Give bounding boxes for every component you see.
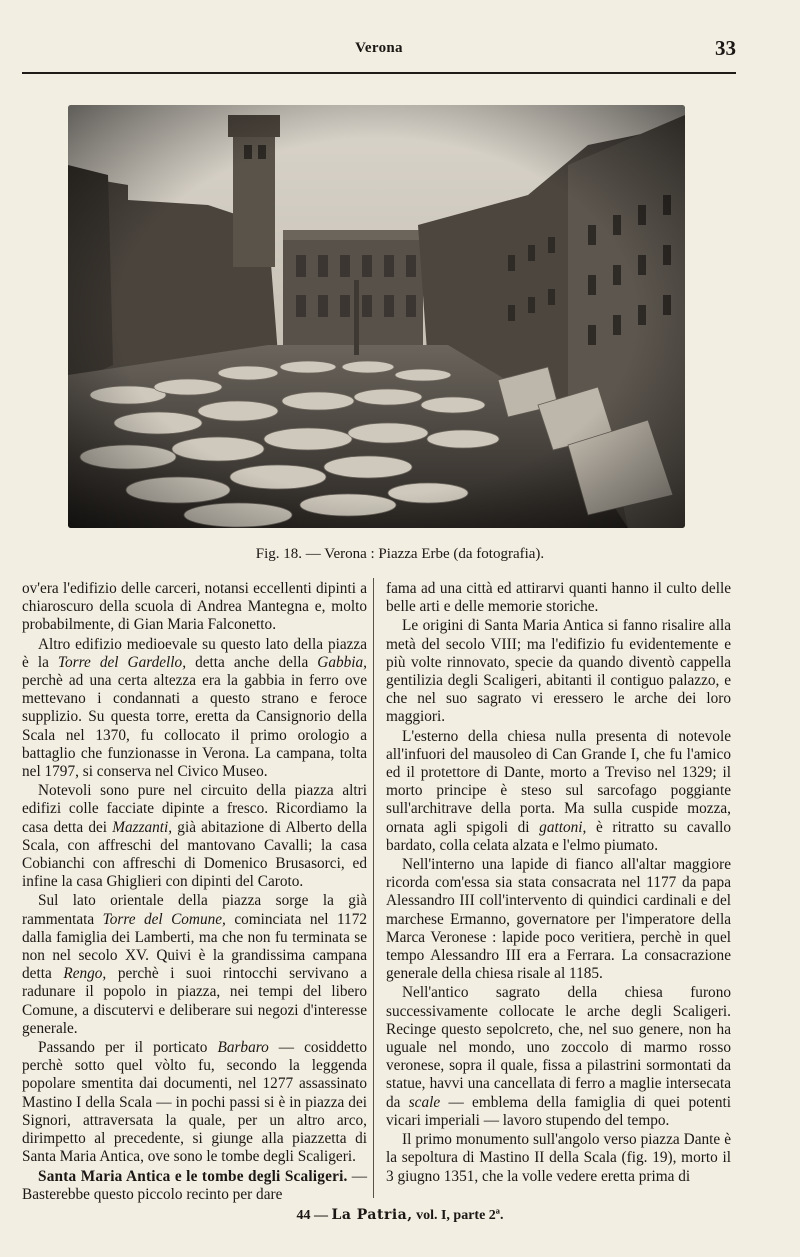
italic-term: Rengo, [63,965,107,983]
italic-term: Mazzanti, [112,818,173,836]
paragraph-text: — Basterebbe questo piccolo recinto per dare [22,1167,368,1203]
section-paragraph [22,1168,367,1204]
paragraph-text: perchè i suoi rintocchi servivano a radunare il popolo in piazza, nei tempi del libero Comune, a discutervi e deliberare sui negozi d'interesse generale. [22,965,367,1037]
paragraph [22,636,367,782]
paragraph-text: cominciata nel 1172 dalla famiglia dei Lamberti, ma che non fu terminata se non nel secolo XV. Quivi è la grandissima campana detta [22,910,368,983]
two-column-text [0,580,800,1203]
paragraph-text: Altro edifizio medioevale su questo lato della piazza è la [22,635,367,671]
piazza-erbe-photograph [68,105,685,528]
paragraph [386,1131,731,1186]
footer-sheet-number: 44 — [296,1208,332,1223]
paragraph-text: — emblema della famiglia di quei potenti vicari imperiali — lavoro stupendo del tempo. [386,1093,731,1129]
paragraph [22,892,367,1038]
header-rule [22,72,736,74]
page-footer [0,1207,800,1224]
paragraph [386,728,731,855]
right-column [386,580,731,1187]
italic-term: Torre del Gardello, [57,653,187,671]
paragraph-text: Il primo monumento sull'angolo verso piazza Dante è la sepoltura di Mastino II della Scala (fig. 19), morto il 3 giugno 1351, che la volle vedere eretta prima di [386,1131,731,1185]
paragraph-text: L'esterno della chiesa nulla presenta di notevole all'infuori del mausoleo di Can Grande I, che fu l'amico ed il protettore di Dante, morto a Treviso nel 1329; il morto principe è steso sul sarcofago poggiante sull'architrave della porta. Ma sulla cuspide mozza, ornata agli spigoli di [386,727,731,836]
italic-term: Gabbia, [317,653,367,671]
paragraph [386,984,731,1130]
footer-volume: vol. I, parte 2ª. [412,1208,504,1223]
section-heading: Santa Maria Antica e le tombe degli Scaligeri. [38,1167,348,1185]
paragraph-text: fama ad una città ed attirarvi quanti hanno il culto delle belle arti e delle memorie storiche. [386,580,731,616]
paragraph-text: Notevoli sono pure nel circuito della piazza altri edifizi colle facciate dipinte a fresco. Ricordiamo la casa detta dei [22,782,367,836]
italic-term: Barbaro [217,1039,269,1057]
footer-masthead: La Patria, [331,1207,413,1223]
italic-term: scale [408,1093,441,1111]
paragraph-text: perchè ad una certa altezza era la gabbia in ferro ove mettevano i condannati a questo strano e feroce supplizio. Su questa torre, eretta da Cansignorio della Scala nel 1370, fu collocato il primo orologio a battaglio che funzionasse in Verona. La campana, tolta nel 1797, si conserva nel Civico Museo. [22,672,367,781]
page-number: 33 [715,36,736,60]
paragraph-text: è ritratto su cavallo bardato, colla celata alzata e l'elmo piumato. [386,818,731,854]
running-title: Verona [355,40,403,56]
paragraph [386,580,731,616]
paragraph-text: già abitazione di Alberto della Scala, con affreschi del mantovano Cavalli; la casa Cobianchi con affreschi di Domenico Brusasorci, ed infine la casa Ghiglieri con dipinti del Caroto. [22,818,367,891]
paragraph [22,1039,367,1166]
paragraph-text: Sul lato orientale della piazza sorge la già rammentata [22,892,367,928]
figure-caption: Fig. 18. — Verona : Piazza Erbe (da fotografia). [255,546,545,562]
paragraph [386,617,731,726]
page-header [22,36,736,64]
paragraph [22,782,367,891]
paragraph-text: detta anche della [186,653,318,671]
paragraph-text: Nell'interno una lapide di fianco all'altar maggiore ricorda com'essa sia stata consacrata nel 1177 da papa Alessandro III coll'intervento di quindici cardinali e del marchese Ermanno, governatore per l'imperatore della Marca Veronese : lapide poco veritiera, perchè in quel tempo Alessandro III era a Ferrara. La consacrazione generale della chiesa risale al 1185. [386,856,731,983]
left-column [22,580,367,1205]
paragraph [22,580,367,635]
italic-term: gattoni, [539,818,587,836]
paragraph-text: Passando per il porticato [38,1039,218,1057]
paragraph-text: — cosiddetto perchè sotto quel vòlto fu, secondo la leggenda popolare smentita dai documenti, nel 1277 assassinato Mastino I della Scala — in pochi passi si è in piazza dei Signori, attraversata la quale, per un altro arco, dirimpetto al precedente, si giunge alla piazzetta di Santa Maria Antica, ove sono le tombe degli Scaligeri. [22,1039,367,1166]
paragraph [386,856,731,983]
paragraph-text: Le origini di Santa Maria Antica si fanno risalire alla metà del secolo VIII; ma l'edifizio fu evidentemente e più volte rinnovato, specie da quando diventò cappella gentilizia degli Scaligeri, abitanti il contiguo palazzo, e che nel suo sagrato vi eressero le arche dei loro maggiori. [386,617,731,726]
italic-term: Torre del Comune, [102,910,226,928]
paragraph-text: Nell'antico sagrato della chiesa furono successivamente collocate le arche degli Scaligeri. Recinge questo sepolcreto, che, nel suo genere, non ha uguale nel mondo, uno zoccolo di marmo rosso veronese, sopra il quale, fissa a pilastrini sormontati da statue, havvi una cancellata di ferro a maglie intersecata da [386,984,731,1111]
paragraph-text: ov'era l'edifizio delle carceri, notansi eccellenti dipinti a chiaroscuro della scuola di Andrea Mantegna e, molto probabilmente, di Gian Maria Falconetto. [22,580,367,634]
